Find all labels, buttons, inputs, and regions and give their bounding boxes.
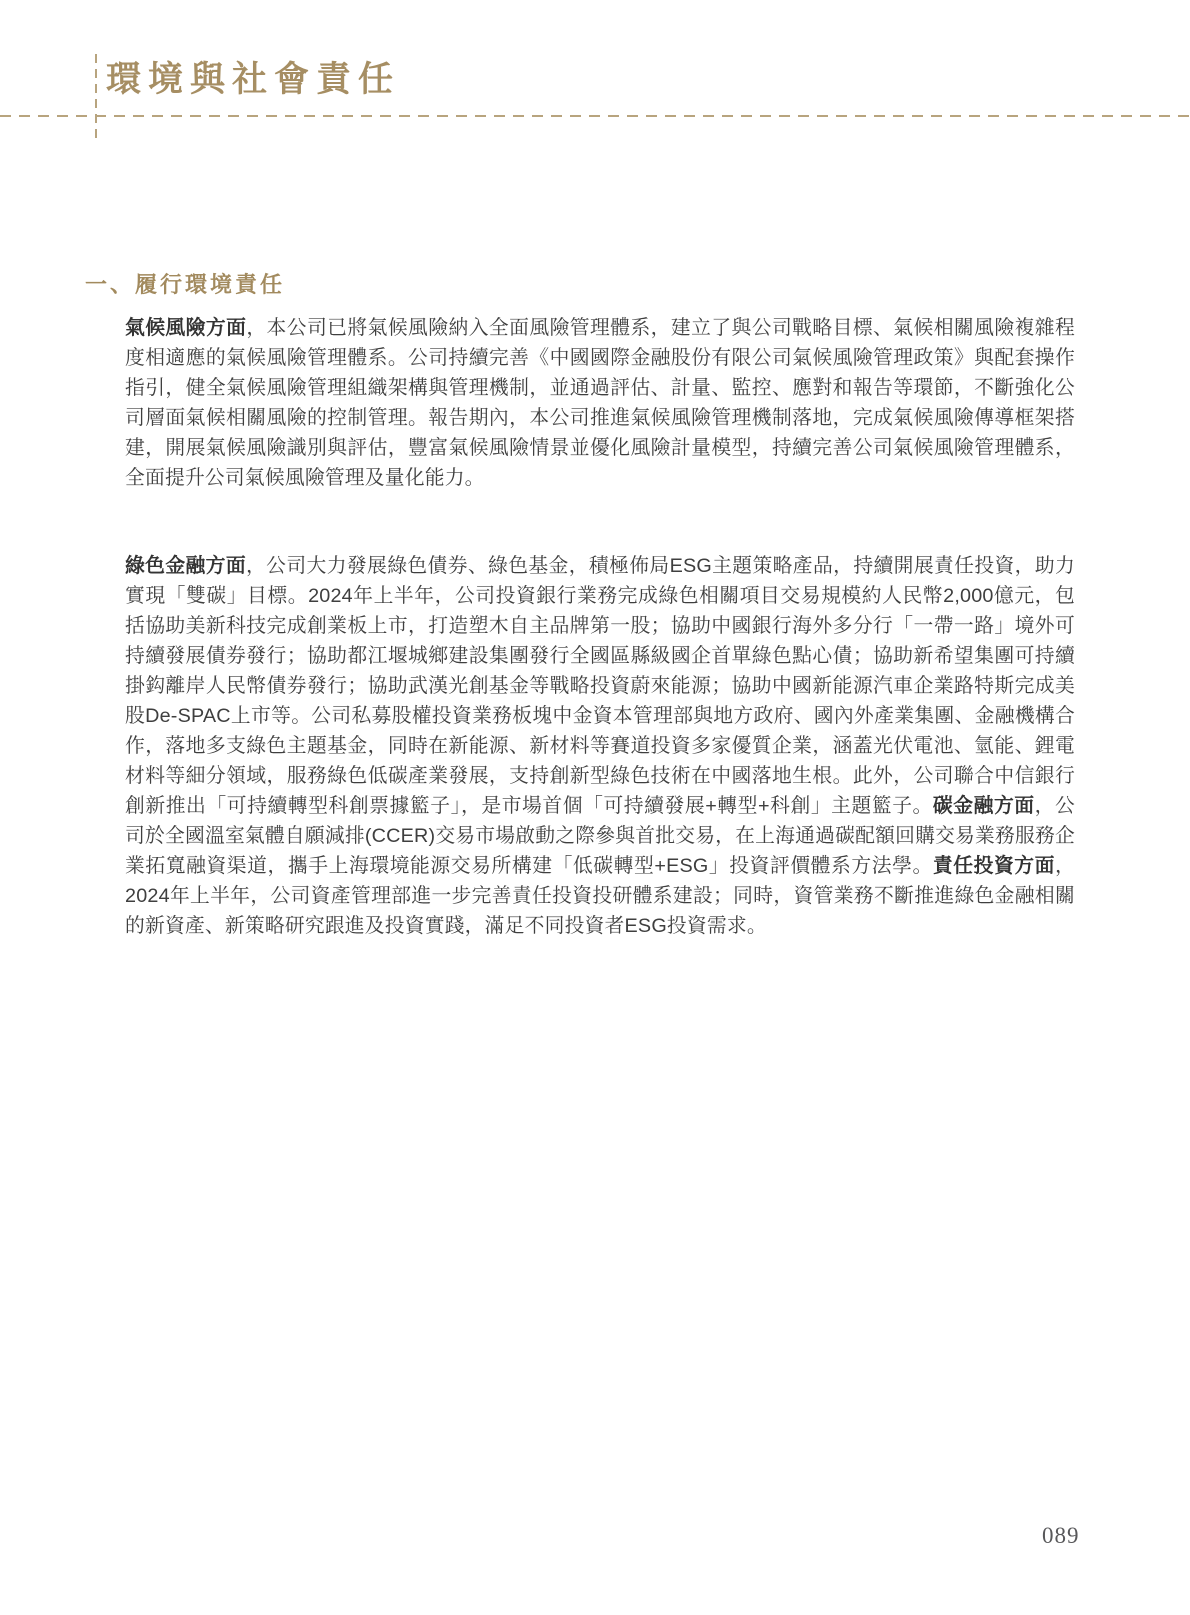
page-number: 089: [1042, 1523, 1080, 1548]
paragraph-text: ，公司於全國溫室氣體自願減排(CCER)交易市場啟動之際參與首批交易，在上海通過碳配額回購交易業務服務企業拓寬融資渠道，攜手上海環境能源交易所構建「低碳轉型+ESG」投資評價體系方法學。: [125, 795, 1075, 877]
paragraph-lead: 氣候風險方面: [125, 317, 247, 339]
paragraph-lead: 綠色金融方面: [125, 555, 247, 577]
section-heading: 一、履行環境責任: [85, 272, 286, 297]
paragraph: [125, 551, 1075, 941]
paragraph-text: ，公司大力發展綠色債券、綠色基金，積極佈局ESG主題策略產品，持續開展責任投資，助力實現「雙碳」目標。2024年上半年，公司投資銀行業務完成綠色相關項目交易規模約人民幣2,000億元，包括協助美新科技完成創業板上市，打造塑木自主品牌第一股；協助中國銀行海外多分行「一帶一路」境外可持續發展債券發行；協助都江堰城鄉建設集團發行全國區縣級國企首單綠色點心債；協助新希望集團可持續掛鈎離岸人民幣債券發行；協助武漢光創基金等戰略投資蔚來能源；協助中國新能源汽車企業路特斯完成美股De-SPAC上市等。公司私募股權投資業務板塊中金資本管理部與地方政府、國內外產業集團、金融機構合作，落地多支綠色主題基金，同時在新能源、新材料等賽道投資多家優質企業，涵蓋光伏電池、氫能、鋰電材料等細分領域，服務綠色低碳產業發展，支持創新型綠色技術在中國落地生根。此外，公司聯合中信銀行創新推出「可持續轉型科創票據籃子」，是市場首個「可持續發展+轉型+科創」主題籃子。: [125, 555, 1075, 817]
paragraph-lead: 責任投資方面: [932, 855, 1056, 877]
header-vertical-dashed-line: [95, 54, 97, 138]
page-title: 環境與社會責任: [106, 60, 401, 99]
paragraph: [125, 313, 1075, 493]
paragraph-text: ，本公司已將氣候風險納入全面風險管理體系，建立了與公司戰略目標、氣候相關風險複雜程度相適應的氣候風險管理體系。公司持續完善《中國國際金融股份有限公司氣候風險管理政策》與配套操作指引，健全氣候風險管理組織架構與管理機制，並通過評估、計量、監控、應對和報告等環節，不斷強化公司層面氣候相關風險的控制管理。報告期內，本公司推進氣候風險管理機制落地，完成氣候風險傳導框架搭建，開展氣候風險識別與評估，豐富氣候風險情景並優化風險計量模型，持續完善公司氣候風險管理體系，全面提升公司氣候風險管理及量化能力。: [125, 317, 1075, 489]
article-body: [125, 313, 1075, 941]
paragraph-lead: 碳金融方面: [932, 795, 1035, 817]
header-horizontal-dashed-line: [0, 115, 1190, 117]
paragraph-text: ，2024年上半年，公司資產管理部進一步完善責任投資投研體系建設；同時，資管業務不斷推進綠色金融相關的新資產、新策略研究跟進及投資實踐，滿足不同投資者ESG投資需求。: [125, 855, 1076, 937]
